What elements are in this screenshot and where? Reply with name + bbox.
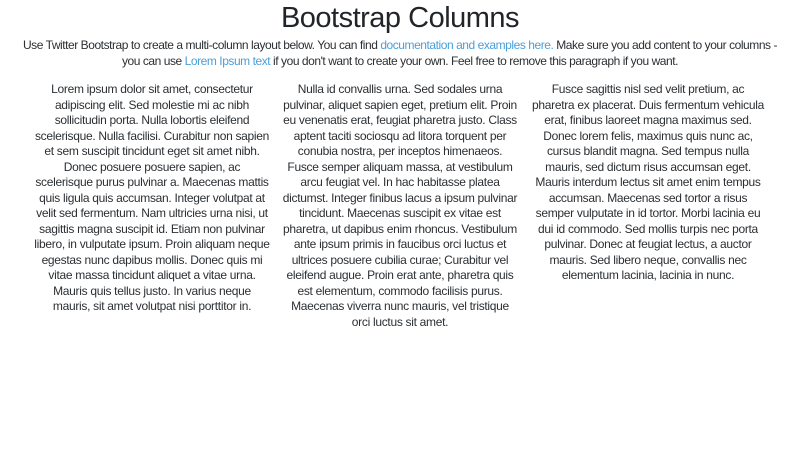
page-title: Bootstrap Columns: [280, 2, 520, 34]
content-column-3: [530, 82, 766, 330]
documentation-examples-link[interactable]: documentation and examples here.: [380, 38, 554, 52]
columns-row: [34, 82, 766, 330]
content-column-1: [34, 82, 270, 330]
column-1-text: Lorem ipsum dolor sit amet, consectetur adipiscing elit. Sed molestie mi ac nibh sollicitudin porta. Nulla lobortis eleifend scelerisque. Nulla facilisi. Curabitur non sapien et sem suscipit tincidunt eget sit amet nibh. Donec posuere posuere sapien, ac scelerisque purus pulvinar a. Maecenas mattis quis ligula quis accumsan. Integer volutpat at velit sed fermentum. Nam ultricies urna nisi, ut sagittis magna suscipit id. Etiam non pulvinar libero, in vulputate ipsum. Proin aliquam neque egestas nunc dapibus mollis. Donec quis mi vitae massa tincidunt aliquet a vitae urna. Mauris quis tellus justo. In varius neque mauris, sit amet volutpat nisi porttitor in.: [34, 82, 270, 313]
content-column-2: [282, 82, 518, 330]
intro-paragraph: [20, 37, 780, 69]
intro-text-segment: if you don't want to create your own. Feel free to remove this paragraph if you want.: [270, 54, 678, 68]
lorem-ipsum-link[interactable]: Lorem Ipsum text: [184, 54, 271, 68]
column-2-text: Nulla id convallis urna. Sed sodales urna pulvinar, aliquet sapien eget, pretium elit. Proin eu venenatis erat, feugiat pharetra justo. Class aptent taciti sociosqu ad litora torquent per conubia nostra, per inceptos himenaeos. Fusce semper aliquam massa, at vestibulum arcu feugiat vel. In hac habitasse platea dictumst. Integer finibus lacus a ipsum pulvinar tincidunt. Maecenas suscipit ex vitae est pharetra, ut dapibus enim rhoncus. Vestibulum ante ipsum primis in faucibus orci luctus et ultrices posuere cubilia curae; Curabitur vel eleifend augue. Proin erat ante, pharetra quis est elementum, commodo facilisis purus. Maecenas viverra nunc mauris, vel tristique orci luctus sit amet.: [282, 82, 518, 329]
intro-text-segment: Make sure you add content to your columns - you can use: [122, 38, 778, 68]
intro-text-segment: Use Twitter Bootstrap to create a multi-column layout below. You can find: [22, 38, 381, 52]
column-3-text: Fusce sagittis nisl sed velit pretium, ac pharetra ex placerat. Duis fermentum vehicula erat, finibus laoreet magna maximus sed. Donec lorem felis, maximus quis nunc ac, cursus blandit magna. Sed tempus nulla mauris, sed dictum risus accumsan eget. Mauris interdum lectus sit amet enim tempus accumsan. Maecenas sed tortor a risus semper vulputate in id tortor. Morbi lacinia eu dui id commodo. Sed mollis turpis nec porta pulvinar. Donec at feugiat lectus, a auctor mauris. Sed libero neque, convallis nec elementum lacinia, lacinia in nunc.: [532, 82, 764, 282]
